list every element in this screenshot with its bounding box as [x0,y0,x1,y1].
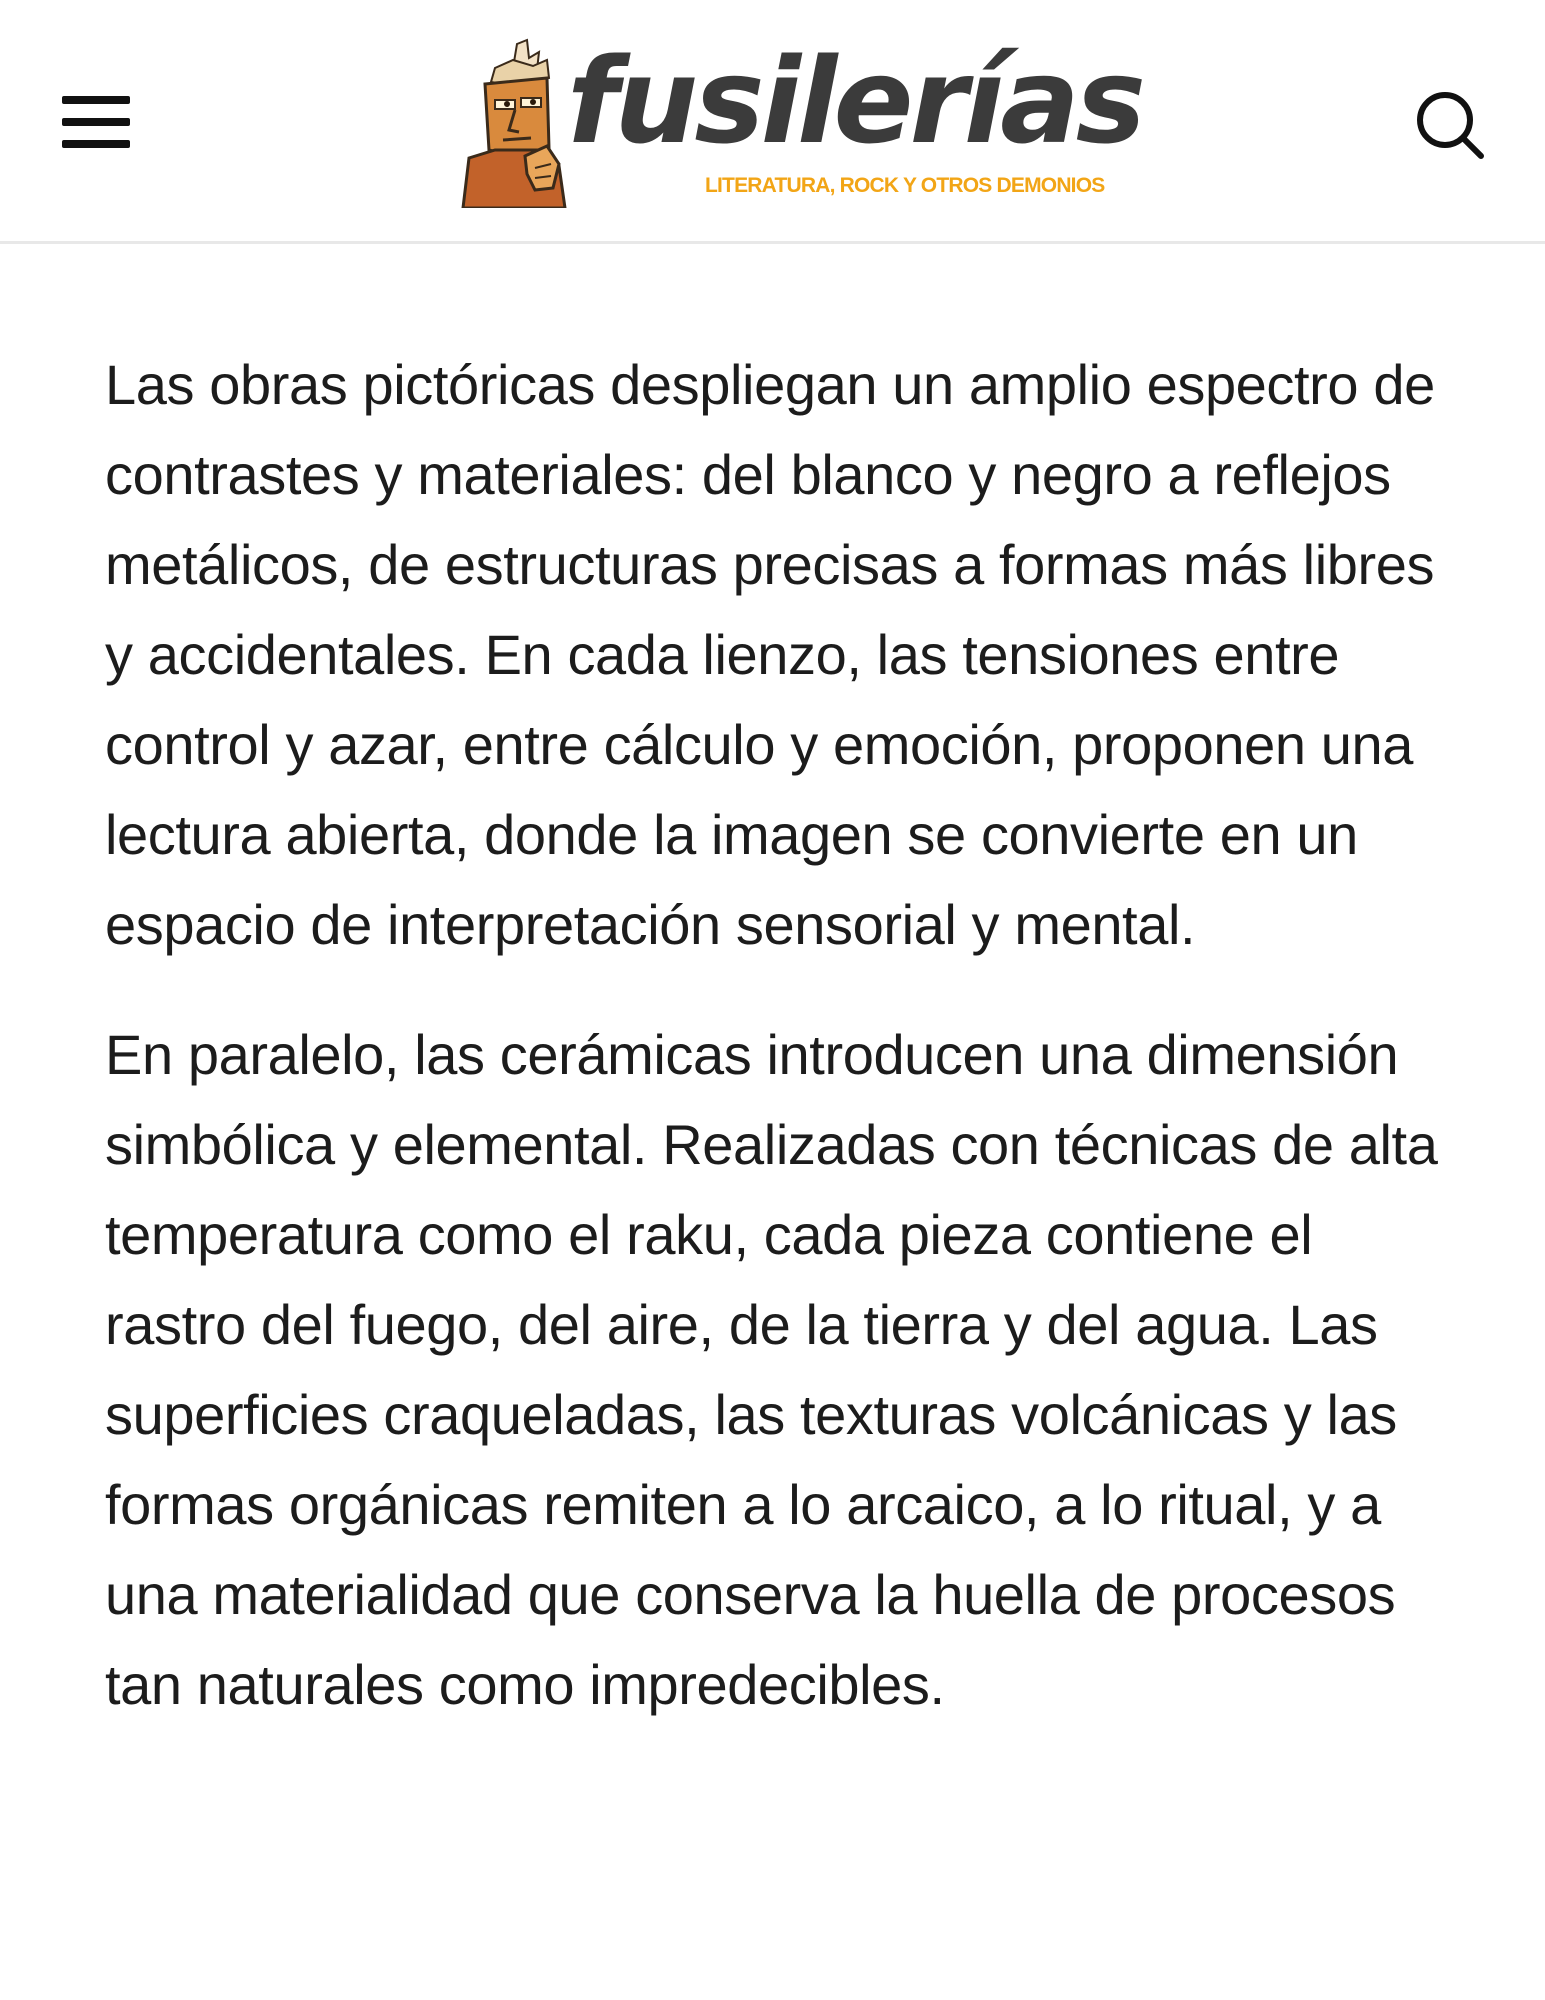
logo-wordmark: fusilerías [567,32,1143,170]
site-logo[interactable] [455,32,1143,208]
article-body [105,340,1445,1770]
search-button[interactable] [1405,80,1495,170]
search-icon [1405,80,1495,170]
article-paragraph: En paralelo, las cerámicas introducen una dimensión simbólica y elemental. Realizadas con técnicas de alta temperatura como el raku, cada pieza contiene el rastro del fuego, del aire, de la tierra y del agua. Las superficies craqueladas, las texturas volcánicas y las formas orgánicas remiten a lo arcaico, a lo ritual, y a una materialidad que conserva la huella de procesos tan naturales como impredecibles. [105,1023,1438,1716]
menu-button[interactable] [50,82,140,162]
logo-tagline: LITERATURA, ROCK Y OTROS DEMONIOS [705,174,1105,197]
mascot-logo-icon [455,38,575,208]
article-paragraph: Las obras pictóricas despliegan un amplio espectro de contrastes y materiales: del blanco y negro a reflejos metálicos, de estructuras precisas a formas más libres y accidentales. En cada lienzo, las tensiones entre control y azar, entre cálculo y emoción, proponen una lectura abierta, donde la imagen se convierte en un espacio de interpretación sensorial y mental. [105,353,1435,956]
site-header [0,0,1545,244]
hamburger-menu-icon [50,82,140,162]
